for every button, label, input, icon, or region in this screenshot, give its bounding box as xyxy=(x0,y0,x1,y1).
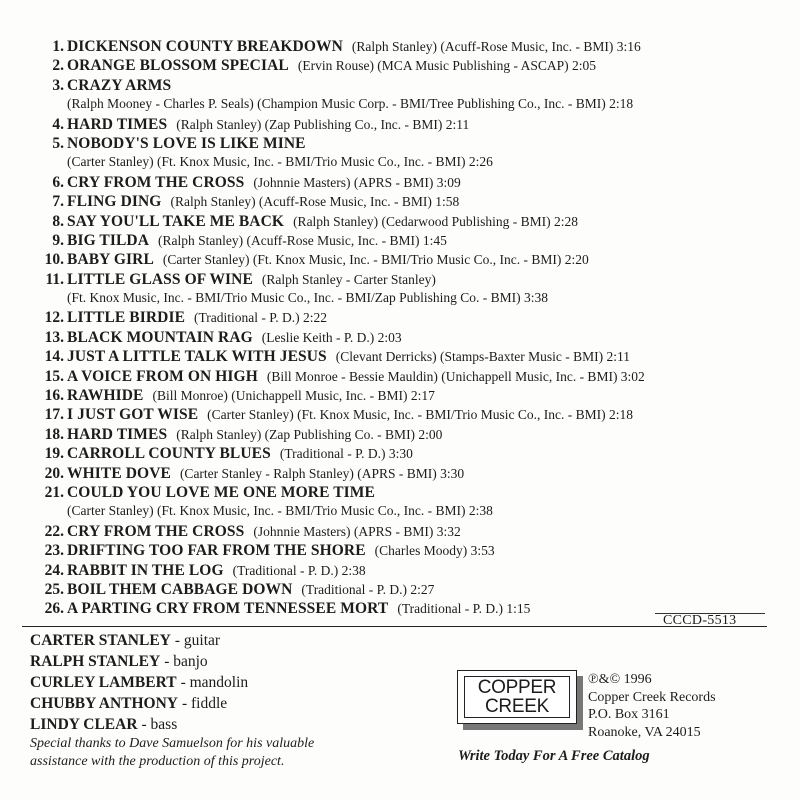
logo-frame xyxy=(464,676,570,718)
track-line xyxy=(24,600,764,619)
track-line xyxy=(24,542,764,561)
track-credits: (Carter Stanley) (Ft. Knox Music, Inc. - BMI/Trio Music Co., Inc. - BMI) 2:18 xyxy=(207,407,634,423)
track-line xyxy=(24,251,764,270)
track-line xyxy=(24,232,764,251)
track-line xyxy=(24,135,764,154)
track-number: 7. xyxy=(52,193,64,211)
track-credits: (Traditional - P. D.) 2:38 xyxy=(232,562,366,578)
track-number: 24. xyxy=(44,561,64,579)
track-number: 20. xyxy=(44,464,64,482)
track-credits: (Traditional - P. D.) 1:15 xyxy=(397,601,531,617)
track-line xyxy=(24,38,764,57)
track-number: 25. xyxy=(44,580,64,598)
track-line xyxy=(24,193,764,212)
track-title: HARD TIMES xyxy=(67,115,168,133)
track-title: JUST A LITTLE TALK WITH JESUS xyxy=(67,348,327,366)
acknowledgement-line: assistance with the production of this project. xyxy=(30,754,285,769)
musician-name: LINDY CLEAR xyxy=(30,716,138,733)
track-line xyxy=(24,445,764,464)
track-line xyxy=(24,174,764,193)
track-line xyxy=(24,406,764,425)
track-item xyxy=(24,484,764,523)
track-item xyxy=(24,542,764,561)
track-credits: (Ralph Stanley) (Zap Publishing Co. - BMI) 2:00 xyxy=(176,426,443,442)
track-title: I JUST GOT WISE xyxy=(67,406,199,424)
musician-name: CHUBBY ANTHONY xyxy=(30,695,178,712)
musician-instrument: - banjo xyxy=(164,653,208,670)
city-state-zip: Roanoke, VA 24015 xyxy=(588,724,701,740)
track-credits: (Clevant Derricks) (Stamps-Baxter Music - BMI) 2:11 xyxy=(335,349,630,365)
track-line xyxy=(24,484,764,503)
track-item xyxy=(24,174,764,193)
track-line xyxy=(24,116,764,135)
track-item xyxy=(24,581,764,600)
logo-word: CREEK xyxy=(485,696,549,717)
track-item xyxy=(24,271,764,310)
musician-name: CARTER STANLEY xyxy=(30,632,171,649)
track-number: 17. xyxy=(44,406,64,424)
track-title: HARD TIMES xyxy=(67,425,168,443)
track-number: 3. xyxy=(52,76,64,94)
logo-word: COPPER xyxy=(477,677,557,698)
track-item xyxy=(24,232,764,251)
track-line xyxy=(24,503,764,522)
track-title: FLING DING xyxy=(67,193,162,211)
musician-name: RALPH STANLEY xyxy=(30,653,161,670)
musician-row xyxy=(30,716,248,737)
track-title: CRAZY ARMS xyxy=(67,76,172,94)
track-title: SAY YOU'LL TAKE ME BACK xyxy=(67,212,285,230)
track-line xyxy=(24,348,764,367)
track-line xyxy=(24,523,764,542)
catalog-offer: Write Today For A Free Catalog xyxy=(458,748,650,764)
track-title: CRY FROM THE CROSS xyxy=(67,522,245,540)
track-line xyxy=(24,309,764,328)
musician-instrument: - guitar xyxy=(174,632,221,649)
track-item xyxy=(24,135,764,174)
track-title: BOIL THEM CABBAGE DOWN xyxy=(67,580,293,598)
track-title: RABBIT IN THE LOG xyxy=(67,561,224,579)
track-credits: (Johnnie Masters) (APRS - BMI) 3:09 xyxy=(253,174,461,190)
track-item xyxy=(24,213,764,232)
track-credits: (Ralph Stanley) (Acuff-Rose Music, Inc. - BMI) 3:16 xyxy=(351,39,641,54)
musician-row xyxy=(30,674,248,695)
track-number: 18. xyxy=(44,425,64,443)
musician-name: CURLEY LAMBERT xyxy=(30,674,177,691)
musician-row xyxy=(30,653,248,674)
track-title: DICKENSON COUNTY BREAKDOWN xyxy=(67,38,343,55)
acknowledgement-line: Special thanks to Dave Samuelson for his valuable xyxy=(30,736,315,751)
track-number: 10. xyxy=(44,251,64,269)
track-credits: (Traditional - P. D.) 2:27 xyxy=(301,581,435,597)
track-item xyxy=(24,445,764,464)
acknowledgement xyxy=(30,735,314,771)
track-item xyxy=(24,562,764,581)
track-title: CRY FROM THE CROSS xyxy=(67,173,245,191)
track-item xyxy=(24,329,764,348)
track-item xyxy=(24,348,764,367)
track-item xyxy=(24,77,764,116)
po-box: P.O. Box 3161 xyxy=(588,707,670,722)
copyright-notice: ℗&© 1996 xyxy=(588,672,652,687)
track-credits: (Charles Moody) 3:53 xyxy=(374,543,495,559)
divider xyxy=(22,626,767,627)
track-number: 19. xyxy=(44,445,64,463)
track-number: 11. xyxy=(45,270,64,288)
track-credits: (Ervin Rouse) (MCA Music Publishing - ASCAP) 2:05 xyxy=(297,58,596,74)
track-title: DRIFTING TOO FAR FROM THE SHORE xyxy=(67,542,366,560)
track-line xyxy=(24,368,764,387)
track-line xyxy=(24,290,764,309)
track-item xyxy=(24,387,764,406)
track-credits: (Ralph Mooney - Charles P. Seals) (Champion Music Corp. - BMI/Tree Publishing Co., Inc. - BMI) 2:18 xyxy=(67,96,634,112)
track-title: NOBODY'S LOVE IS LIKE MINE xyxy=(67,134,306,152)
track-line xyxy=(24,387,764,406)
track-title: BIG TILDA xyxy=(67,231,150,249)
track-line xyxy=(24,57,764,76)
track-number: 23. xyxy=(44,542,64,560)
track-item xyxy=(24,600,764,619)
track-number: 9. xyxy=(52,231,64,249)
track-credits: (Ralph Stanley) (Zap Publishing Co., Inc. - BMI) 2:11 xyxy=(176,116,470,132)
track-item xyxy=(24,193,764,212)
musician-instrument: - fiddle xyxy=(181,695,228,712)
label-name: Copper Creek Records xyxy=(588,689,716,705)
track-credits: (Johnnie Masters) (APRS - BMI) 3:32 xyxy=(253,523,461,539)
track-item xyxy=(24,368,764,387)
track-title: WHITE DOVE xyxy=(67,464,171,482)
track-item xyxy=(24,406,764,425)
track-number: 14. xyxy=(44,348,64,366)
label-address xyxy=(588,671,716,741)
track-item xyxy=(24,309,764,328)
track-line xyxy=(24,96,764,115)
track-credits: (Carter Stanley) (Ft. Knox Music, Inc. - BMI/Trio Music Co., Inc. - BMI) 2:20 xyxy=(162,252,589,268)
track-number: 16. xyxy=(44,387,64,405)
track-credits: (Traditional - P. D.) 2:22 xyxy=(194,310,328,326)
track-number: 26. xyxy=(44,600,64,618)
track-line xyxy=(24,213,764,232)
track-line xyxy=(24,271,764,290)
musician-row xyxy=(30,632,248,653)
track-number: 8. xyxy=(52,212,64,230)
track-credits: (Ralph Stanley) (Acuff-Rose Music, Inc. - BMI) 1:45 xyxy=(158,232,447,248)
track-item xyxy=(24,251,764,270)
track-credits: (Traditional - P. D.) 3:30 xyxy=(279,446,413,462)
track-title: LITTLE GLASS OF WINE xyxy=(67,270,253,288)
track-title: BABY GIRL xyxy=(67,251,154,269)
track-title: ORANGE BLOSSOM SPECIAL xyxy=(67,57,289,75)
track-number: 2. xyxy=(52,57,64,75)
track-credits: (Carter Stanley) (Ft. Knox Music, Inc. - BMI/Trio Music Co., Inc. - BMI) 2:38 xyxy=(67,503,493,519)
track-number: 13. xyxy=(44,328,64,346)
track-number: 1. xyxy=(52,38,64,55)
track-line xyxy=(24,329,764,348)
track-item xyxy=(24,465,764,484)
track-title: RAWHIDE xyxy=(67,387,144,405)
musician-row xyxy=(30,695,248,716)
track-line xyxy=(24,465,764,484)
track-number: 12. xyxy=(44,309,64,327)
track-title: COULD YOU LOVE ME ONE MORE TIME xyxy=(67,483,375,501)
track-line xyxy=(24,581,764,600)
catalog-number: CCCD-5513 xyxy=(663,613,737,628)
track-number: 6. xyxy=(52,173,64,191)
track-number: 4. xyxy=(52,115,64,133)
musician-instrument: - mandolin xyxy=(180,674,249,691)
track-number: 5. xyxy=(52,134,64,152)
musician-instrument: - bass xyxy=(141,716,178,733)
track-credits: (Carter Stanley) (Ft. Knox Music, Inc. - BMI/Trio Music Co., Inc. - BMI) 2:26 xyxy=(67,154,493,170)
track-title: A PARTING CRY FROM TENNESSEE MORT xyxy=(67,600,389,618)
track-number: 22. xyxy=(44,522,64,540)
track-credits: (Ralph Stanley) (Acuff-Rose Music, Inc. - BMI) 1:58 xyxy=(170,194,460,210)
track-item xyxy=(24,116,764,135)
track-number: 21. xyxy=(44,483,64,501)
track-item xyxy=(24,523,764,542)
track-title: CARROLL COUNTY BLUES xyxy=(67,445,271,463)
track-title: LITTLE BIRDIE xyxy=(67,309,186,327)
track-credits: (Bill Monroe) (Unichappell Music, Inc. - BMI) 2:17 xyxy=(152,388,435,404)
track-credits: (Carter Stanley - Ralph Stanley) (APRS - BMI) 3:30 xyxy=(179,465,465,481)
track-credits: (Bill Monroe - Bessie Mauldin) (Unichappell Music, Inc. - BMI) 3:02 xyxy=(266,368,645,384)
musician-list xyxy=(30,632,248,737)
track-line xyxy=(24,77,764,96)
track-title: BLACK MOUNTAIN RAG xyxy=(67,328,253,346)
track-line xyxy=(24,154,764,173)
track-line xyxy=(24,426,764,445)
copper-creek-logo xyxy=(457,670,577,724)
track-line xyxy=(24,562,764,581)
track-credits: (Leslie Keith - P. D.) 2:03 xyxy=(261,329,402,345)
track-item xyxy=(24,38,764,57)
track-item xyxy=(24,426,764,445)
track-credits: (Ralph Stanley - Carter Stanley) xyxy=(261,271,436,287)
track-credits: (Ralph Stanley) (Cedarwood Publishing - BMI) 2:28 xyxy=(293,213,579,229)
track-credits: (Ft. Knox Music, Inc. - BMI/Trio Music Co., Inc. - BMI/Zap Publishing Co. - BMI) 3:38 xyxy=(67,290,549,306)
track-number: 15. xyxy=(44,367,64,385)
track-list xyxy=(24,38,764,620)
track-title: A VOICE FROM ON HIGH xyxy=(67,367,258,385)
track-item xyxy=(24,57,764,76)
